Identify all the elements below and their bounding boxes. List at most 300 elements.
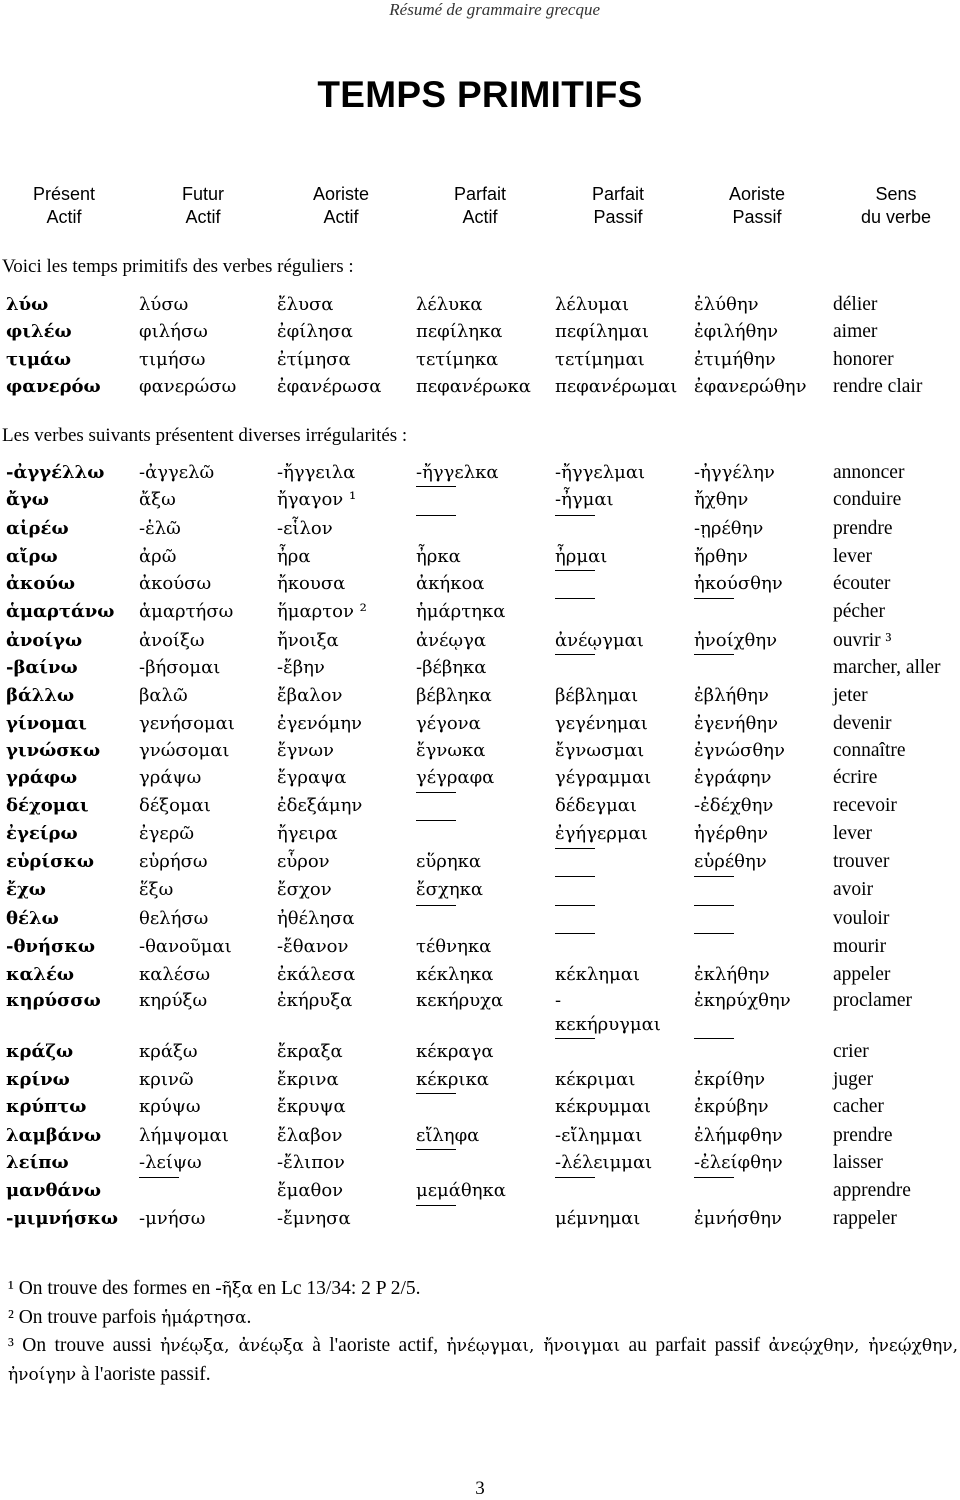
verb-lemma: κράζω xyxy=(6,1040,74,1062)
verb-meaning: pécher xyxy=(833,601,885,623)
verb-form: ἔσχηκα xyxy=(416,879,484,901)
verb-row xyxy=(6,737,960,764)
empty-form-dash xyxy=(555,905,595,933)
verb-form: ἥμαρτον ² xyxy=(277,601,367,623)
verb-form: κρινῶ xyxy=(139,1068,194,1090)
verb-form: βέβλημαι xyxy=(555,685,639,707)
verb-row xyxy=(6,459,960,486)
verb-row xyxy=(6,820,960,848)
verb-form: ἔγνων xyxy=(277,739,334,761)
verb-form: ἔγνωκα xyxy=(416,739,486,761)
verb-meaning: apprendre xyxy=(833,1180,911,1202)
verb-meaning: rappeler xyxy=(833,1208,897,1230)
verb-form: λήμψομαι xyxy=(139,1124,229,1146)
verb-form: πεφανέρωμαι xyxy=(555,375,678,397)
empty-form-dash xyxy=(555,570,595,598)
verb-form: -ἦγμαι xyxy=(555,489,614,511)
footnote-text: ³ On trouve aussi xyxy=(8,1335,161,1356)
verb-row xyxy=(6,1122,960,1149)
verb-form: τετίμημαι xyxy=(555,348,645,370)
verb-form xyxy=(555,933,694,961)
verb-form: θελήσω xyxy=(139,907,209,929)
verb-meaning: laisser xyxy=(833,1151,883,1173)
verb-form: ἔλαβον xyxy=(277,1124,343,1146)
verb-form: ἔγραψα xyxy=(277,767,347,789)
verb-form: ἤχθην xyxy=(694,489,749,511)
verb-form xyxy=(139,1177,277,1205)
verb-form: ἐφανέρωσα xyxy=(277,375,382,397)
empty-form-dash xyxy=(555,848,595,876)
verb-row xyxy=(6,1093,960,1121)
verb-form xyxy=(416,486,555,514)
verb-form: -λέλειμμαι xyxy=(555,1151,653,1173)
verb-form: λέλυμαι xyxy=(555,294,629,315)
regular-verbs-table xyxy=(6,291,960,400)
verb-form: ἔβαλον xyxy=(277,685,343,707)
verb-meaning: cacher xyxy=(833,1096,884,1118)
footnote-greek: ἠνέῳγμαι, ἤνοιγμαι xyxy=(446,1336,621,1356)
verb-row xyxy=(6,876,960,904)
column-header-meaning xyxy=(826,183,960,229)
verb-form: ἐδεξάμην xyxy=(277,794,363,816)
verb-form xyxy=(416,1093,555,1121)
footnote-text: à l'aoriste actif, xyxy=(303,1335,447,1356)
verb-meaning: rendre clair xyxy=(833,375,923,397)
verb-form: ἔλυσα xyxy=(277,294,334,315)
verb-form: ἦρα xyxy=(277,545,311,567)
verb-form xyxy=(694,598,833,626)
verb-meaning: écouter xyxy=(833,573,891,595)
verb-row xyxy=(6,346,960,373)
footnote-text: ¹ On trouve des formes en - xyxy=(8,1278,222,1299)
verb-form: - κεκήρυγμαι xyxy=(555,989,661,1036)
verb-meaning: proclamer xyxy=(833,989,913,1011)
column-header-future xyxy=(133,183,273,229)
verb-row xyxy=(6,1066,960,1093)
verb-lemma: λύω xyxy=(6,294,49,315)
verb-form: ἐλύθην xyxy=(694,294,759,315)
verb-form: λύσω xyxy=(139,294,189,315)
verb-form xyxy=(555,598,694,626)
verb-form: -ἀγγελῶ xyxy=(139,462,215,483)
verb-meaning: prendre xyxy=(833,1124,893,1146)
verb-form xyxy=(416,905,555,933)
verb-form: -ἔβην xyxy=(277,657,325,679)
verb-form: τιμήσω xyxy=(139,348,206,370)
empty-form-dash xyxy=(694,905,734,933)
column-header-line: Présent xyxy=(32,184,96,204)
verb-form xyxy=(555,876,694,904)
verb-form xyxy=(416,1205,555,1233)
empty-form-dash xyxy=(694,598,734,626)
verb-lemma: ἁμαρτάνω xyxy=(6,601,115,623)
footnote-greek: ῆξα xyxy=(221,1279,253,1299)
column-header-line: Parfait xyxy=(453,184,507,204)
empty-form-dash xyxy=(555,876,595,904)
page-title: TEMPS PRIMITIFS xyxy=(317,74,643,115)
verb-meaning: lever xyxy=(833,822,872,844)
verb-form: ἐφανερώθην xyxy=(694,375,807,397)
empty-form-dash xyxy=(555,598,595,626)
verb-form: -ἔθανον xyxy=(277,936,349,958)
verb-lemma: -θνήσκω xyxy=(6,936,95,958)
verb-form: ἠνοίχθην xyxy=(694,629,778,651)
verb-form: κέκλημαι xyxy=(555,964,640,986)
verb-form xyxy=(416,792,555,820)
verb-meaning: crier xyxy=(833,1040,869,1062)
verb-form: ἐγενήθην xyxy=(694,712,779,734)
verb-lemma: κρίνω xyxy=(6,1068,70,1090)
verb-form xyxy=(555,654,694,682)
verb-form: ἐκρύβην xyxy=(694,1096,769,1118)
verb-form: γέγραμμαι xyxy=(555,767,652,789)
verb-form: -ἤγγελκα xyxy=(416,462,499,483)
verb-form: κράξω xyxy=(139,1040,198,1062)
verb-form: ἀνέῳγα xyxy=(416,629,487,651)
footnote-1 xyxy=(8,1275,958,1304)
verb-form: ἐτιμήθην xyxy=(694,348,776,370)
column-header-perfect-passive xyxy=(548,183,688,229)
verb-form: γενήσομαι xyxy=(139,712,235,734)
verb-meaning: trouver xyxy=(833,851,890,873)
verb-form: ἀνοίξω xyxy=(139,629,205,651)
verb-lemma: κρύπτω xyxy=(6,1096,87,1118)
verb-lemma: -ἀγγέλλω xyxy=(6,462,105,483)
verb-meaning: conduire xyxy=(833,489,902,511)
verb-meaning: délier xyxy=(833,294,878,315)
footnote-greek: ἠνέῳξα, ἀνέῳξα xyxy=(160,1336,304,1356)
verb-form: ἠγέρθην xyxy=(694,822,769,844)
verb-form xyxy=(555,905,694,933)
verb-form: ἔγνωσμαι xyxy=(555,739,645,761)
empty-form-dash xyxy=(694,654,734,682)
verb-lemma: ἔχω xyxy=(6,879,46,901)
verb-lemma: ἀκούω xyxy=(6,573,75,595)
verb-form: κέκρυμμαι xyxy=(555,1096,651,1118)
verb-form xyxy=(694,905,833,933)
verb-row xyxy=(6,486,960,514)
verb-lemma: μανθάνω xyxy=(6,1180,102,1202)
verb-form xyxy=(416,820,555,848)
verb-row xyxy=(6,515,960,543)
empty-form-dash xyxy=(416,792,456,820)
verb-form: ἐγενόμην xyxy=(277,712,362,734)
verb-form: ἐβλήθην xyxy=(694,685,769,707)
verb-form: ἕξω xyxy=(139,879,174,901)
verb-lemma: θέλω xyxy=(6,907,59,929)
verb-lemma: γράφω xyxy=(6,767,78,789)
verb-form: ἐφίλησα xyxy=(277,321,353,343)
verb-form: ἐλήμφθην xyxy=(694,1124,783,1146)
verb-form: πεφανέρωκα xyxy=(416,375,531,397)
verb-row xyxy=(6,1149,960,1177)
verb-lemma: βάλλω xyxy=(6,685,75,707)
verb-form: κρύψω xyxy=(139,1096,201,1118)
verb-meaning: devenir xyxy=(833,712,892,734)
verb-row xyxy=(6,318,960,345)
verb-form: ἐκλήθην xyxy=(694,964,770,986)
verb-form: εὑρέθην xyxy=(694,851,767,873)
column-header-line: Futur xyxy=(181,184,224,204)
verb-form xyxy=(694,933,833,961)
empty-form-dash xyxy=(416,1093,456,1121)
verb-form: ἐκρίθην xyxy=(694,1068,766,1090)
intro-regular: Voici les temps primitifs des verbes réguliers : xyxy=(2,256,354,277)
verb-form: ἀνέῳγμαι xyxy=(555,629,644,651)
verb-form: εὕρηκα xyxy=(416,851,482,873)
verb-meaning: mourir xyxy=(833,936,887,958)
column-header-perfect-active xyxy=(410,183,550,229)
verb-meaning: écrire xyxy=(833,767,878,789)
empty-form-dash xyxy=(555,933,595,961)
empty-form-dash xyxy=(694,876,734,904)
verb-lemma: λαμβάνω xyxy=(6,1124,102,1146)
column-header-aorist-active xyxy=(271,183,411,229)
verb-row xyxy=(6,764,960,791)
column-header-line: Passif xyxy=(732,207,782,227)
verb-form: βέβληκα xyxy=(416,685,492,707)
verb-form: -εἷλον xyxy=(277,517,333,539)
verb-row xyxy=(6,654,960,682)
verb-form: τέθνηκα xyxy=(416,936,492,958)
verb-meaning: appeler xyxy=(833,964,891,986)
footnote-greek: ἡμάρτησα xyxy=(161,1307,247,1328)
column-header-line: Actif xyxy=(185,207,221,227)
verb-form: ἐγνώσθην xyxy=(694,739,785,761)
footnote-text: ² On trouve parfois xyxy=(8,1306,162,1328)
verb-form: ἐκηρύχθην xyxy=(694,989,791,1011)
verb-form: ἐκάλεσα xyxy=(277,964,356,986)
verb-form: γέγονα xyxy=(416,712,481,734)
verb-form: εὑρήσω xyxy=(139,851,208,873)
verb-form: ἤρθην xyxy=(694,545,748,567)
empty-form-dash xyxy=(555,515,595,543)
empty-form-dash xyxy=(555,654,595,682)
verb-form: ἐγερῶ xyxy=(139,822,195,844)
verb-meaning: juger xyxy=(833,1068,874,1090)
verb-form xyxy=(555,570,694,598)
footnote-text: en Lc 13/34: 2 P 2/5. xyxy=(252,1278,421,1299)
empty-form-dash xyxy=(555,1177,595,1205)
verb-form xyxy=(555,848,694,876)
verb-row xyxy=(6,710,960,737)
verb-form: ἐγράφην xyxy=(694,767,772,789)
column-header-present xyxy=(0,183,134,229)
empty-form-dash xyxy=(416,1149,456,1177)
verb-form: ἠκούσθην xyxy=(694,573,783,595)
verb-lemma: -μιμνήσκω xyxy=(6,1208,119,1230)
empty-form-dash xyxy=(416,820,456,848)
verb-form xyxy=(694,876,833,904)
verb-lemma: κηρύσσω xyxy=(6,989,101,1011)
footnotes xyxy=(8,1275,958,1389)
column-header-line: Parfait xyxy=(591,184,645,204)
verb-form: -ῃρέθην xyxy=(694,517,764,539)
verb-form: δέξομαι xyxy=(139,794,211,816)
verb-form xyxy=(694,1038,833,1066)
verb-form: -ἠγγέλην xyxy=(694,462,775,483)
verb-form: καλέσω xyxy=(139,964,211,986)
verb-form: γνώσομαι xyxy=(139,739,230,761)
verb-meaning: ouvrir ³ xyxy=(833,629,892,651)
verb-lemma: ἀνοίγω xyxy=(6,629,83,651)
verb-form: ἔκρυψα xyxy=(277,1096,346,1118)
footnote-text: au parfait passif xyxy=(620,1335,769,1356)
verb-meaning: marcher, aller xyxy=(833,657,941,679)
verb-form: ἤγαγον ¹ xyxy=(277,489,357,511)
verb-meaning: lever xyxy=(833,545,872,567)
column-header-line: Passif xyxy=(593,207,643,227)
verb-form: μεμάθηκα xyxy=(416,1180,506,1202)
verb-lemma: ἐγείρω xyxy=(6,822,78,844)
page-number: 3 xyxy=(475,1478,485,1499)
empty-form-dash xyxy=(416,905,456,933)
verb-form: τετίμηκα xyxy=(416,348,499,370)
verb-row xyxy=(6,682,960,709)
verb-meaning: jeter xyxy=(833,685,868,707)
verb-meaning: connaître xyxy=(833,739,906,761)
verb-form xyxy=(416,1149,555,1177)
verb-form: κέκριμαι xyxy=(555,1068,636,1090)
verb-form: -ἐλείφθην xyxy=(694,1151,783,1173)
verb-form: -μνήσω xyxy=(139,1208,206,1230)
verb-form: -ἔμνησα xyxy=(277,1208,351,1230)
verb-form: ἐγήγερμαι xyxy=(555,822,648,844)
verb-row xyxy=(6,905,960,933)
verb-form: ἦρμαι xyxy=(555,545,608,567)
verb-form: κέκληκα xyxy=(416,964,494,986)
empty-form-dash xyxy=(139,1177,179,1205)
empty-form-dash xyxy=(416,486,456,514)
verb-form: εἴληφα xyxy=(416,1124,480,1146)
verb-form: γέγραφα xyxy=(416,767,495,789)
verb-meaning: aimer xyxy=(833,321,878,343)
verb-form: πεφίλημαι xyxy=(555,321,649,343)
verb-form: λέλυκα xyxy=(416,294,483,315)
verb-form: δέδεγμαι xyxy=(555,794,637,816)
verb-row xyxy=(6,543,960,570)
verb-meaning: annoncer xyxy=(833,462,905,483)
verb-form: -ἑλῶ xyxy=(139,517,181,539)
column-headers xyxy=(0,183,960,233)
empty-form-dash xyxy=(555,1038,595,1066)
verb-row xyxy=(6,570,960,598)
verb-lemma: γινώσκω xyxy=(6,739,101,761)
verb-form: ἐτίμησα xyxy=(277,348,351,370)
verb-lemma: φιλέω xyxy=(6,321,72,343)
running-header: Résumé de grammaire grecque xyxy=(389,0,600,19)
verb-row xyxy=(6,1205,960,1233)
verb-row xyxy=(6,598,960,626)
intro-irregular: Les verbes suivants présentent diverses irrégularités : xyxy=(2,425,408,446)
empty-form-dash xyxy=(694,1038,734,1066)
empty-form-dash xyxy=(416,1205,456,1233)
verb-form: -ἤγγελμαι xyxy=(555,462,646,483)
verb-lemma: φανερόω xyxy=(6,375,101,397)
verb-lemma: δέχομαι xyxy=(6,794,89,816)
verb-lemma: -βαίνω xyxy=(6,657,78,679)
verb-form: ἐφιλήθην xyxy=(694,321,779,343)
verb-row xyxy=(6,989,960,1038)
footnote-3 xyxy=(8,1332,958,1389)
verb-row xyxy=(6,373,960,400)
verb-form: κεκήρυχα xyxy=(416,989,504,1011)
verb-form: ἐμνήσθην xyxy=(694,1208,782,1230)
column-header-aorist-passive xyxy=(687,183,827,229)
verb-form: ἠθέλησα xyxy=(277,907,355,929)
verb-lemma: ἄγω xyxy=(6,489,49,511)
verb-form: φανερώσω xyxy=(139,375,237,397)
column-header-line: Actif xyxy=(323,207,359,227)
column-header-line: Actif xyxy=(462,207,498,227)
verb-row xyxy=(6,933,960,961)
verb-lemma: αἱρέω xyxy=(6,517,69,539)
verb-lemma: τιμάω xyxy=(6,348,71,370)
verb-form xyxy=(555,515,694,543)
verb-form: ἀκήκοα xyxy=(416,573,485,595)
verb-row xyxy=(6,291,960,318)
verb-meaning: recevoir xyxy=(833,794,897,816)
column-header-line: Sens xyxy=(875,184,917,204)
verb-form: -λείψω xyxy=(139,1151,202,1173)
verb-form: πεφίληκα xyxy=(416,321,503,343)
verb-meaning: vouloir xyxy=(833,907,890,929)
verb-form: -θανοῦμαι xyxy=(139,936,232,958)
verb-lemma: καλέω xyxy=(6,964,75,986)
verb-form: -βήσομαι xyxy=(139,657,221,679)
verb-form: εὗρον xyxy=(277,851,330,873)
verb-form: μέμνημαι xyxy=(555,1208,641,1230)
column-header-line: Aoriste xyxy=(312,184,370,204)
verb-lemma: γίνομαι xyxy=(6,712,87,734)
verb-meaning: honorer xyxy=(833,348,894,370)
verb-form: γεγένημαι xyxy=(555,712,648,734)
verb-meaning: prendre xyxy=(833,517,893,539)
verb-lemma: λείπω xyxy=(6,1151,69,1173)
verb-form: -εἴλημμαι xyxy=(555,1124,643,1146)
verb-form: κέκρικα xyxy=(416,1068,489,1090)
empty-form-dash xyxy=(694,933,734,961)
verb-lemma: αἴρω xyxy=(6,545,58,567)
verb-form: -βέβηκα xyxy=(416,657,487,679)
verb-form: ἤγειρα xyxy=(277,822,338,844)
verb-form: κέκραγα xyxy=(416,1040,494,1062)
footnote-greek: ἀνεῴχθην, ἠνεῴχθην, ἠνοίγην xyxy=(8,1336,959,1385)
verb-form: ἔμαθον xyxy=(277,1180,344,1202)
verb-row xyxy=(6,961,960,988)
verb-row xyxy=(6,627,960,654)
verb-form: ἦρκα xyxy=(416,545,461,567)
verb-form xyxy=(694,1177,833,1205)
verb-form: ἔκραξα xyxy=(277,1040,343,1062)
empty-form-dash xyxy=(694,1177,734,1205)
verb-form: ἔκρινα xyxy=(277,1068,339,1090)
empty-form-dash xyxy=(416,515,456,543)
verb-form: βαλῶ xyxy=(139,685,188,707)
verb-form: ἔσχον xyxy=(277,879,332,901)
verb-form: γράψω xyxy=(139,767,202,789)
verb-form: ἡμάρτηκα xyxy=(416,601,506,623)
verb-form: -ἐδέχθην xyxy=(694,794,774,816)
verb-form xyxy=(555,1038,694,1066)
verb-form: ἀρῶ xyxy=(139,545,177,567)
column-header-line: Actif xyxy=(46,207,82,227)
verb-form: κηρύξω xyxy=(139,989,208,1011)
verb-form: ἀκούσω xyxy=(139,573,212,595)
verb-form xyxy=(416,515,555,543)
footnote-2 xyxy=(8,1304,958,1333)
verb-form: ἤνοιξα xyxy=(277,629,339,651)
